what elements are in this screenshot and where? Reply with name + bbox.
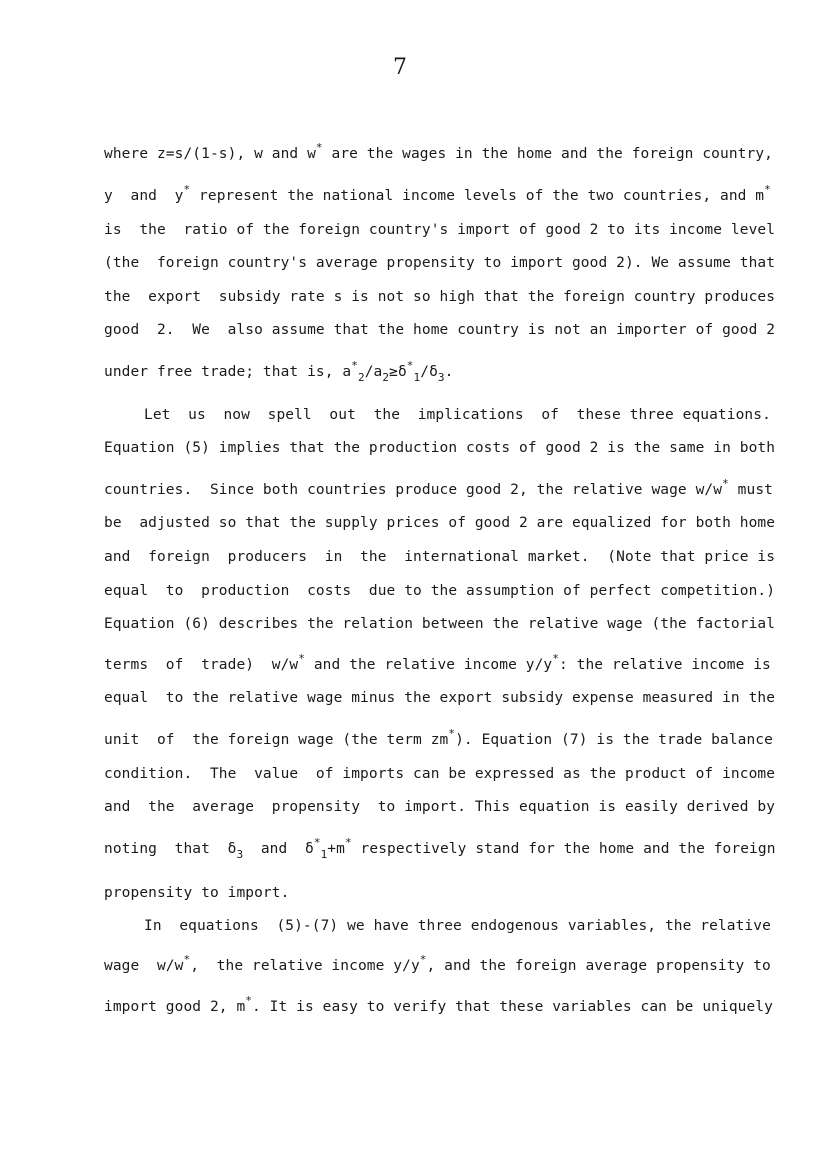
text-segment: /a (364, 364, 383, 380)
subscript: 2 (382, 371, 390, 384)
superscript: * (419, 953, 427, 966)
text-line (104, 141, 773, 168)
text-segment: ). Equation (7) is the trade balance (455, 732, 773, 748)
text-line (104, 836, 776, 863)
text-segment: Equation (5) implies that the production costs of good 2 is the same in both (104, 440, 776, 456)
text-line (104, 289, 776, 311)
text-segment: (the foreign country's average propensity to import good 2). We assume that (104, 255, 776, 271)
text-segment: must (728, 482, 773, 498)
page-number: 7 (393, 55, 407, 80)
text-segment: are the wages in the home and the foreign country, (322, 146, 773, 162)
text-line (104, 616, 776, 638)
superscript: * (245, 994, 253, 1007)
text-segment: unit of the foreign wage (the term zm (104, 732, 449, 748)
text-segment: be adjusted so that the supply prices of good 2 are equalized for both home (104, 515, 776, 531)
text-segment: and the average propensity to import. This equation is easily derived by (104, 799, 776, 815)
text-line (104, 994, 773, 1021)
superscript: * (183, 183, 191, 196)
superscript: * (722, 477, 729, 490)
text-segment: : the relative income is (558, 657, 771, 673)
superscript: * (552, 652, 559, 665)
text-segment: propensity to import. (104, 885, 290, 901)
subscript: 3 (437, 371, 445, 384)
text-segment: noting that δ (104, 841, 237, 857)
subscript: 1 (413, 371, 421, 384)
text-line (104, 799, 776, 821)
text-line (104, 407, 771, 429)
text-segment: under free trade; that is, a (104, 364, 352, 380)
text-line (104, 652, 771, 679)
text-segment: the export subsidy rate s is not so high that the foreign country produces (104, 289, 776, 305)
text-line (104, 322, 776, 344)
text-segment: y and y (104, 188, 184, 204)
superscript: * (344, 836, 352, 849)
text-line (104, 918, 771, 940)
text-segment: and foreign producers in the international market. (Note that price is (104, 549, 776, 565)
text-segment: condition. The value of imports can be expressed as the product of income (104, 766, 776, 782)
text-line (104, 766, 776, 788)
superscript: * (313, 836, 321, 849)
superscript: * (448, 727, 456, 740)
text-segment: wage w/w (104, 958, 184, 974)
text-line (104, 727, 773, 754)
text-segment: , and the foreign average propensity to (426, 958, 771, 974)
text-line (104, 953, 771, 980)
text-segment: import good 2, m (104, 999, 246, 1015)
superscript: * (298, 652, 305, 665)
superscript: * (764, 183, 771, 196)
text-line (104, 583, 776, 605)
text-line (104, 885, 740, 907)
text-segment: equal to production costs due to the assumption of perfect competition.) (104, 583, 776, 599)
text-line (104, 440, 776, 462)
superscript: * (406, 359, 414, 372)
text-segment: equal to the relative wage minus the export subsidy expense measured in the (104, 690, 776, 706)
text-line (104, 690, 776, 712)
text-segment: where z=s/(1-s), w and w (104, 146, 316, 162)
text-segment: . It is easy to verify that these variables can be uniquely (252, 999, 773, 1015)
text-segment: . (444, 364, 454, 380)
text-segment: and δ (243, 841, 314, 857)
subscript: 1 (320, 848, 328, 861)
superscript: * (315, 141, 323, 154)
text-line (104, 183, 771, 210)
text-line (104, 222, 776, 244)
text-segment: +m (327, 841, 345, 857)
text-segment: good 2. We also assume that the home country is not an importer of good 2 (104, 322, 776, 338)
text-segment: /δ (420, 364, 438, 380)
superscript: * (351, 359, 358, 372)
text-segment: represent the national income levels of the two countries, and m (190, 188, 765, 204)
text-segment: Let us now spell out the implications of these three equations. (144, 407, 771, 423)
text-line (104, 359, 740, 386)
text-line (104, 549, 776, 571)
text-segment: and the relative income y/y (305, 657, 553, 673)
text-segment: respectively stand for the home and the foreign (351, 841, 776, 857)
text-segment: is the ratio of the foreign country's import of good 2 to its income level (104, 222, 776, 238)
text-line (104, 477, 773, 504)
text-segment: Equation (6) describes the relation between the relative wage (the factorial (104, 616, 776, 632)
text-segment: ≥δ (389, 364, 407, 380)
subscript: 2 (357, 371, 365, 384)
text-segment: countries. Since both countries produce good 2, the relative wage w/w (104, 482, 723, 498)
text-segment: , the relative income y/y (190, 958, 420, 974)
text-line (104, 515, 776, 537)
text-line (104, 255, 776, 277)
text-segment: In equations (5)-(7) we have three endogenous variables, the relative (144, 918, 771, 934)
text-segment: terms of trade) w/w (104, 657, 299, 673)
subscript: 3 (236, 848, 244, 861)
superscript: * (183, 953, 191, 966)
